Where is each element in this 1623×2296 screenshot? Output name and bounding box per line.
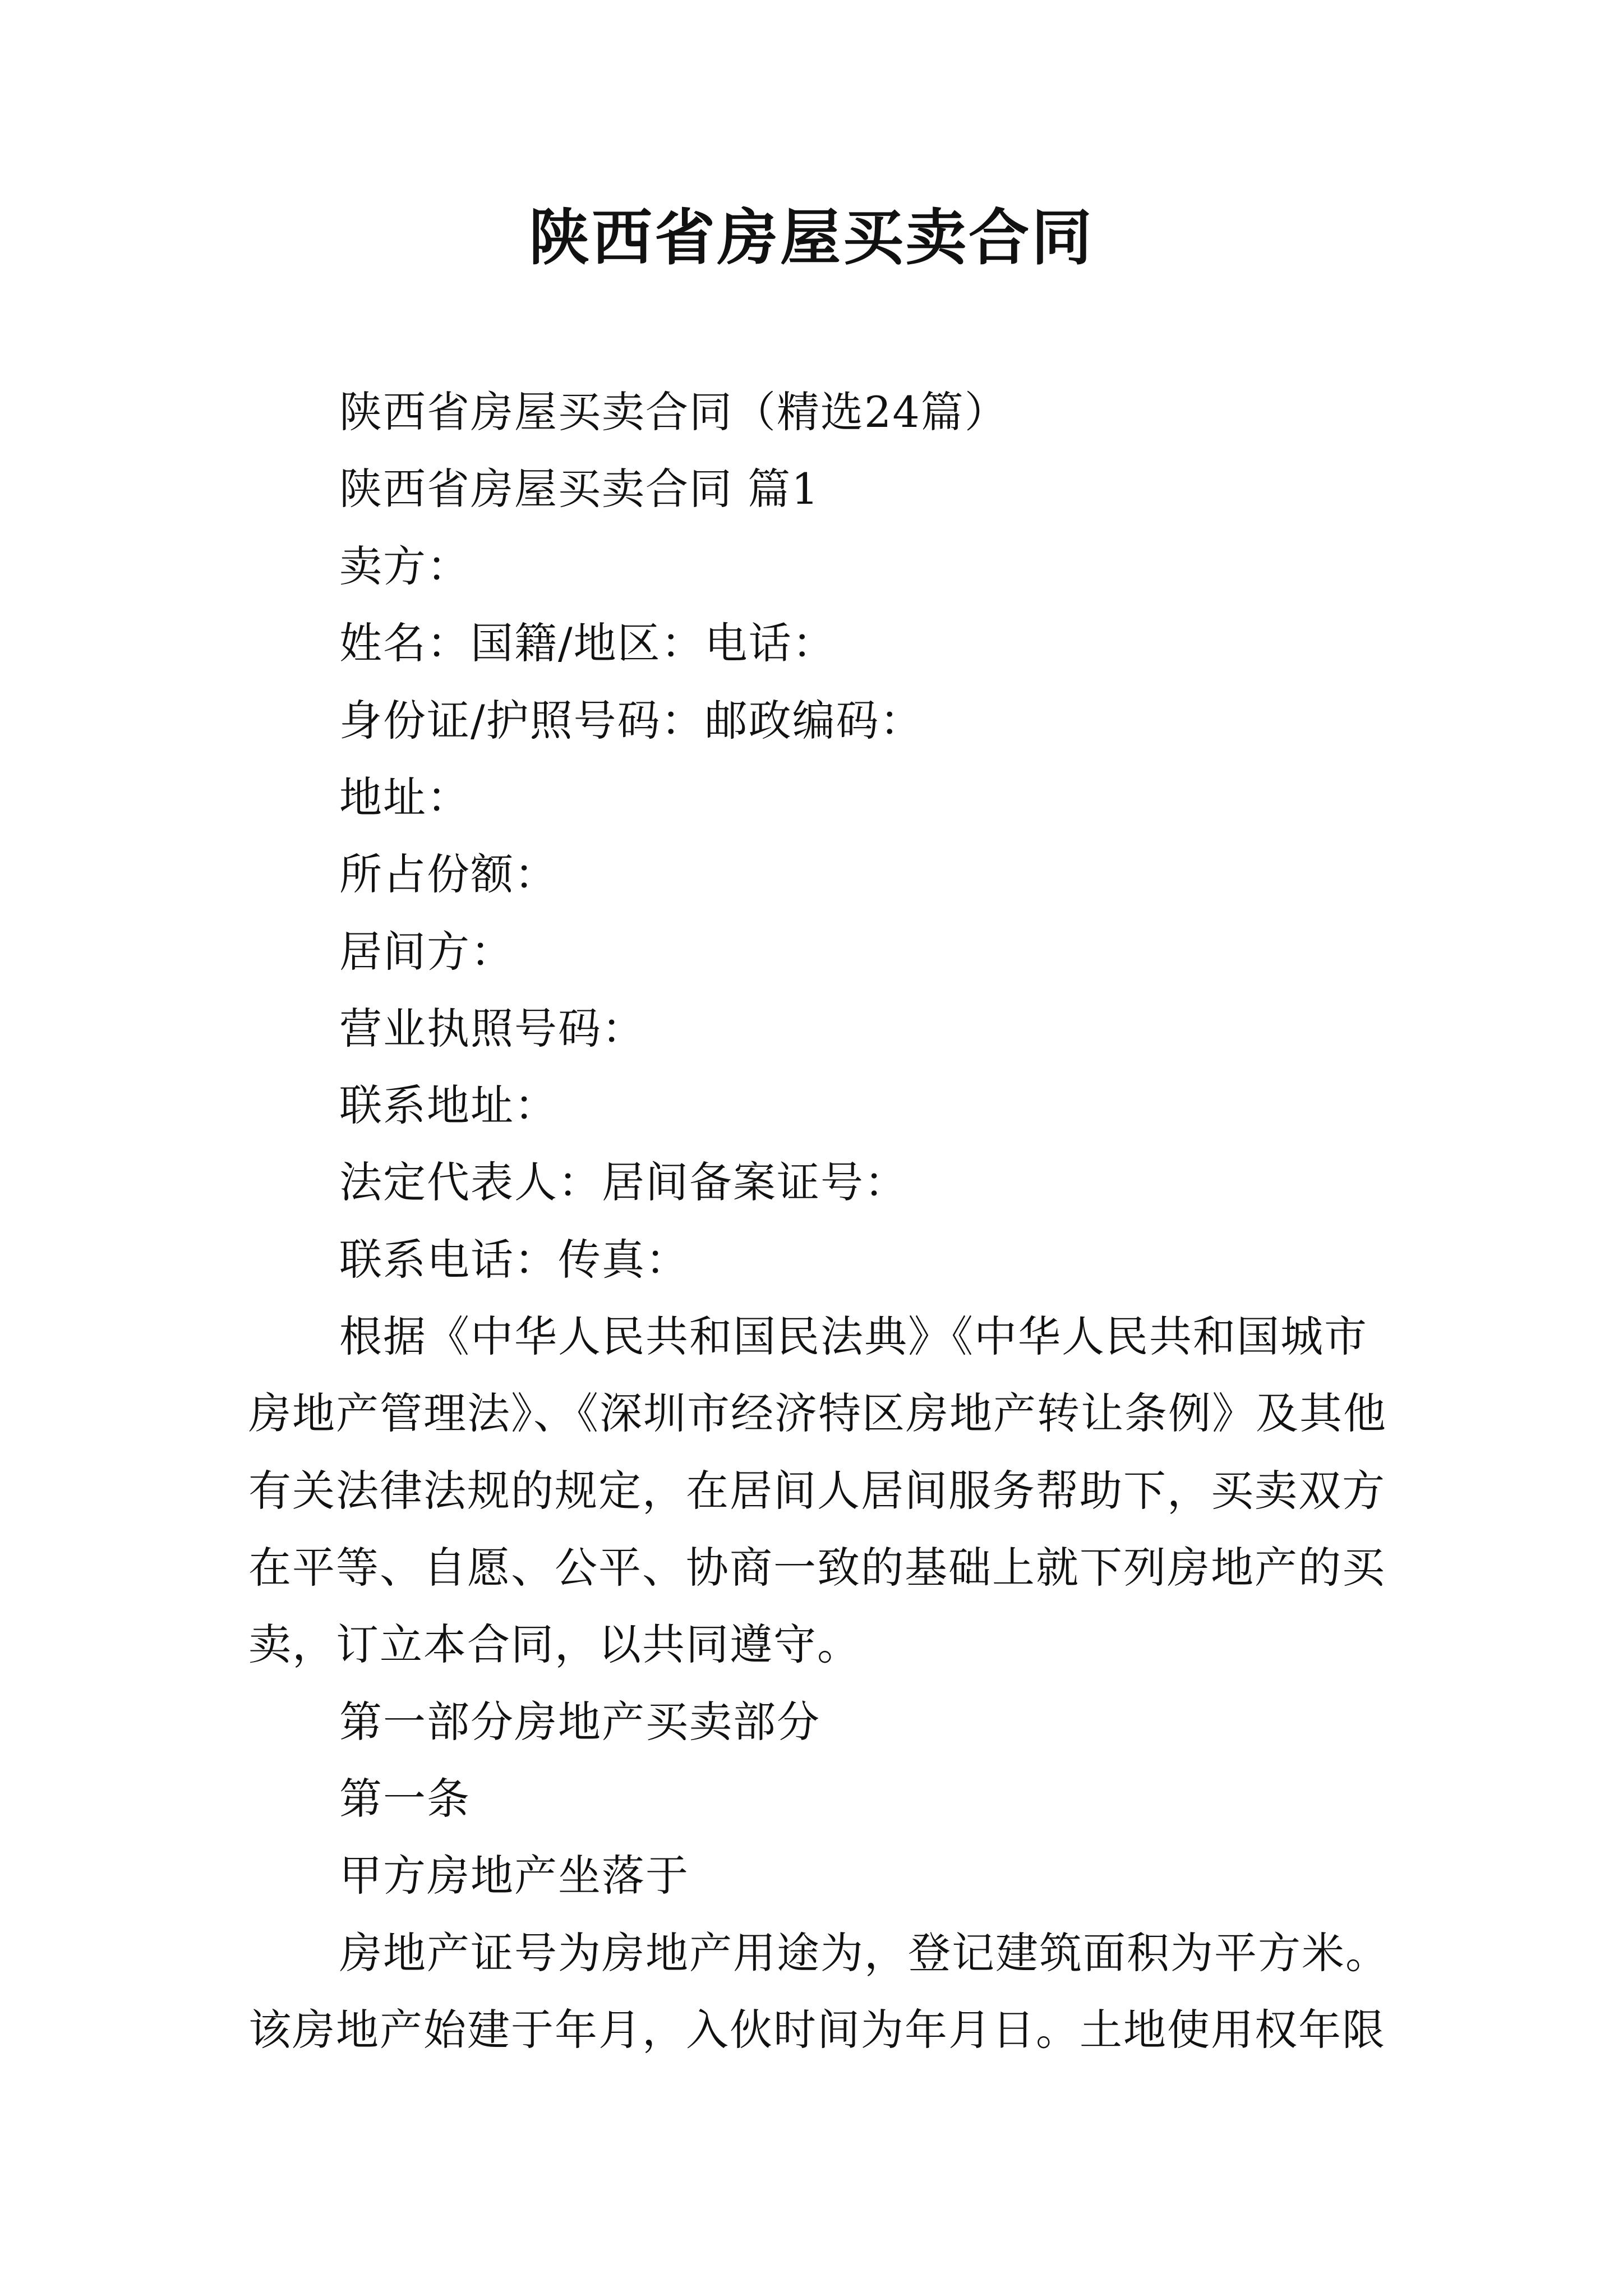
article-one-heading: 第一条 [339,1774,471,1824]
property-info-line: 房地产证号为房地产用途为，登记建筑面积为平方米。 [339,1928,1389,1978]
field-broker: 居间方： [339,927,514,977]
preamble-line: 根据《中华人民共和国民法典》《中华人民共和国城市 [339,1312,1368,1361]
preamble-line: 有关法律法规的规定，在居间人居间服务帮助下，买卖双方 [248,1466,1386,1516]
field-contact-phone: 联系电话：传真： [339,1235,689,1285]
part-one-heading: 第一部分房地产买卖部分 [339,1697,820,1747]
field-address: 地址： [339,772,471,822]
field-share: 所占份额： [339,849,558,899]
field-name-line: 姓名：国籍/地区：电话： [339,618,836,668]
property-location: 甲方房地产坐落于 [339,1851,689,1901]
field-contact-address: 联系地址： [339,1080,558,1130]
preamble-line: 房地产管理法》、《深圳市经济特区房地产转让条例》及其他 [248,1388,1387,1438]
document-title: 陕西省房屋买卖合同 [528,203,1094,273]
field-license: 营业执照号码： [339,1004,645,1053]
property-info-line: 该房地产始建于年月，入伙时间为年月日。土地使用权年限 [248,2005,1386,2055]
section-heading: 陕西省房屋买卖合同 篇1 [339,464,820,514]
preamble-line: 在平等、自愿、公平、协商一致的基础上就下列房地产的买 [248,1543,1386,1593]
document-subtitle: 陕西省房屋买卖合同（精选24篇） [339,387,1008,437]
preamble-line: 卖，订立本合同，以共同遵守。 [248,1619,861,1669]
field-legal-rep: 法定代表人：居间备案证号： [339,1157,908,1207]
field-seller: 卖方： [339,541,471,591]
field-id-line: 身份证/护照号码：邮政编码： [339,696,924,746]
